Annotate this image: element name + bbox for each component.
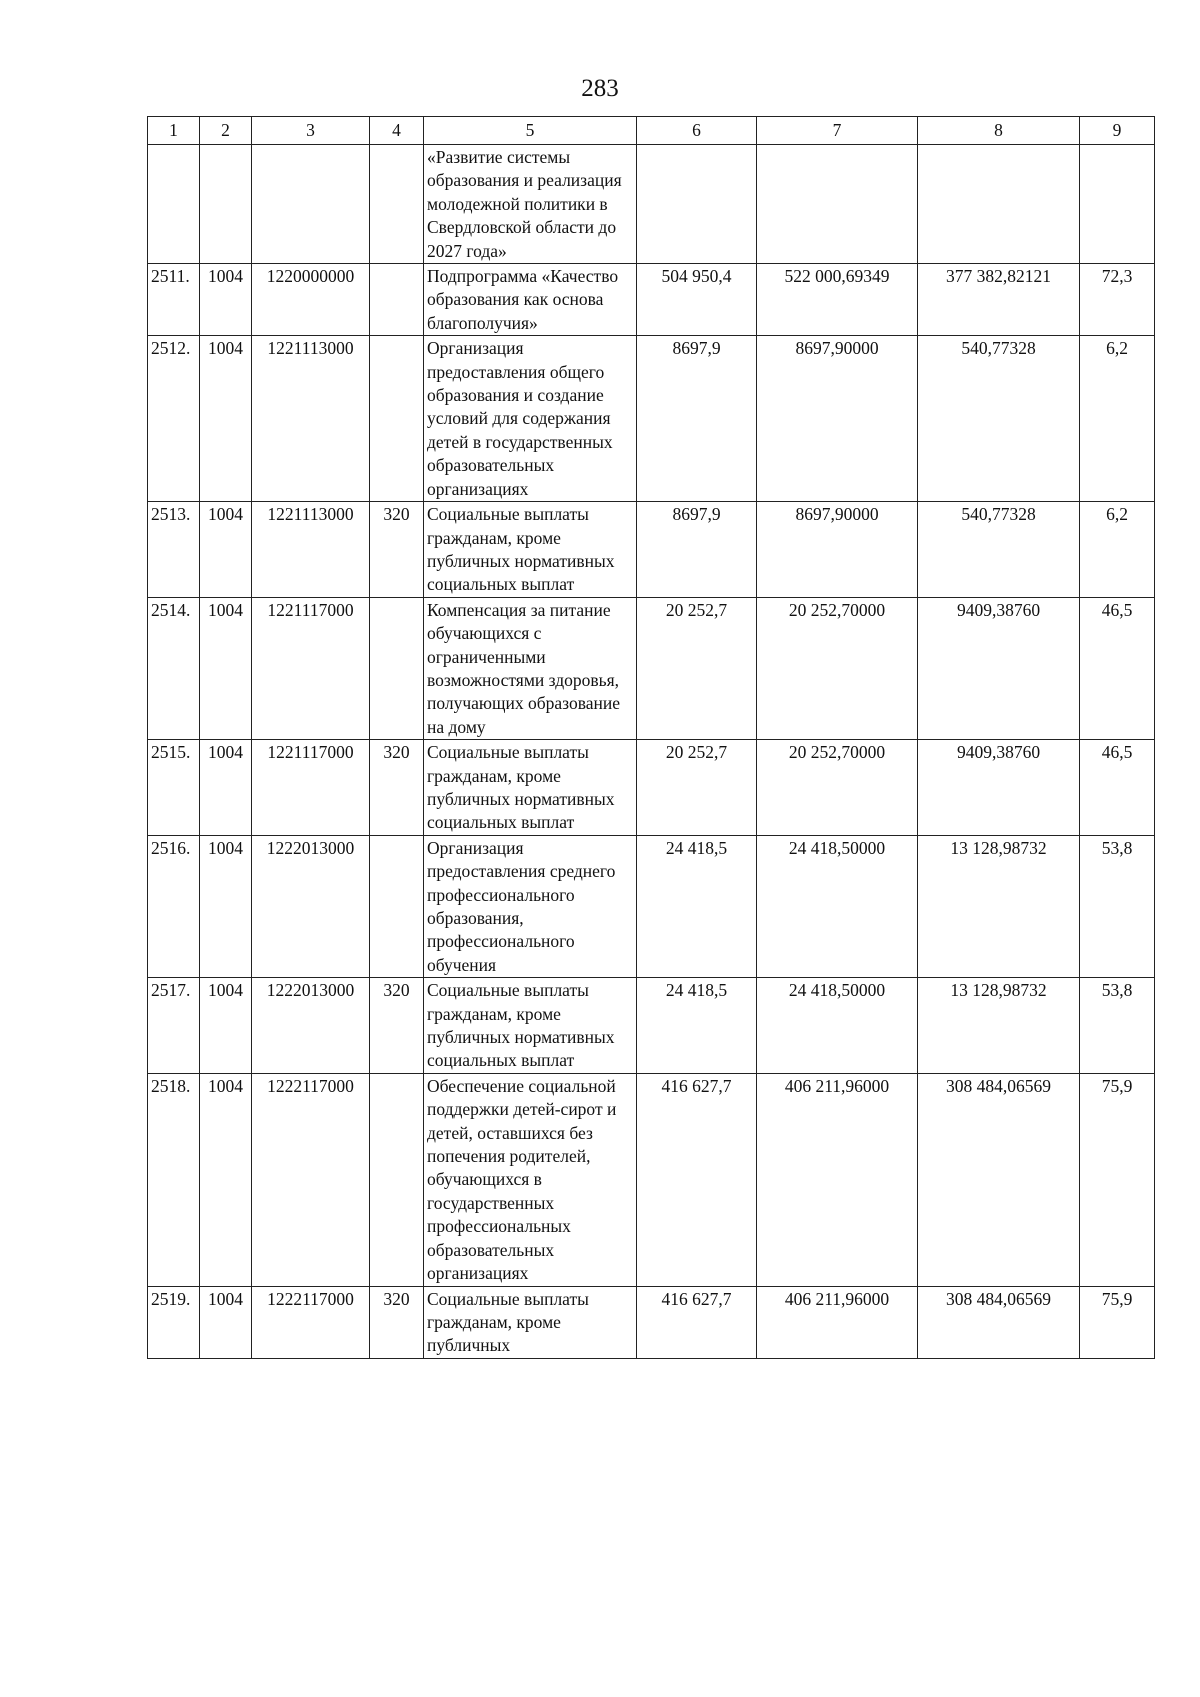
expense-type-code: [370, 597, 424, 739]
section-code: [200, 145, 252, 264]
percent-col-9: 75,9: [1080, 1286, 1155, 1358]
table-row: [148, 502, 1155, 598]
value-col-8: 13 128,98732: [918, 978, 1080, 1074]
value-col-8: [918, 145, 1080, 264]
table-row: [148, 597, 1155, 739]
percent-col-9: 53,8: [1080, 835, 1155, 977]
target-article-code: 1221117000: [252, 597, 370, 739]
target-article-code: 1222013000: [252, 835, 370, 977]
table-row: [148, 145, 1155, 264]
expense-type-code: [370, 835, 424, 977]
value-col-8: 9409,38760: [918, 597, 1080, 739]
row-number: [148, 145, 200, 264]
value-col-8: 9409,38760: [918, 740, 1080, 836]
column-header: 4: [370, 117, 424, 145]
percent-col-9: 53,8: [1080, 978, 1155, 1074]
value-col-6: 8697,9: [637, 502, 757, 598]
target-article-code: [252, 145, 370, 264]
value-col-7: 24 418,50000: [757, 835, 918, 977]
target-article-code: 1222117000: [252, 1073, 370, 1286]
target-article-code: 1222117000: [252, 1286, 370, 1358]
item-name: Обеспечение социальной поддержки детей-сирот и детей, оставшихся без попечения родителей, обучающихся в государственных профессиональных образовательных организациях: [424, 1073, 637, 1286]
row-number: 2511.: [148, 264, 200, 336]
value-col-8: 308 484,06569: [918, 1073, 1080, 1286]
value-col-8: 540,77328: [918, 502, 1080, 598]
value-col-7: 8697,90000: [757, 502, 918, 598]
item-name: Социальные выплаты гражданам, кроме публичных нормативных социальных выплат: [424, 740, 637, 836]
value-col-7: 406 211,96000: [757, 1286, 918, 1358]
target-article-code: 1220000000: [252, 264, 370, 336]
expense-type-code: [370, 264, 424, 336]
expense-type-code: [370, 336, 424, 502]
section-code: 1004: [200, 740, 252, 836]
column-header: 2: [200, 117, 252, 145]
percent-col-9: 6,2: [1080, 502, 1155, 598]
section-code: 1004: [200, 835, 252, 977]
column-header: 1: [148, 117, 200, 145]
row-number: 2515.: [148, 740, 200, 836]
item-name: Социальные выплаты гражданам, кроме публичных нормативных социальных выплат: [424, 978, 637, 1074]
value-col-6: 24 418,5: [637, 835, 757, 977]
table-row: [148, 1073, 1155, 1286]
value-col-8: 377 382,82121: [918, 264, 1080, 336]
table-row: [148, 978, 1155, 1074]
value-col-7: 24 418,50000: [757, 978, 918, 1074]
expense-type-code: 320: [370, 978, 424, 1074]
item-name: Социальные выплаты гражданам, кроме публичных: [424, 1286, 637, 1358]
table-row: [148, 336, 1155, 502]
expense-type-code: [370, 1073, 424, 1286]
value-col-6: 8697,9: [637, 336, 757, 502]
value-col-8: 13 128,98732: [918, 835, 1080, 977]
target-article-code: 1222013000: [252, 978, 370, 1074]
page-number: 283: [581, 75, 619, 102]
row-number: 2512.: [148, 336, 200, 502]
percent-col-9: 72,3: [1080, 264, 1155, 336]
value-col-6: [637, 145, 757, 264]
item-name: «Развитие системы образования и реализация молодежной политики в Свердловской области до 2027 года»: [424, 145, 637, 264]
expense-type-code: [370, 145, 424, 264]
expense-type-code: 320: [370, 1286, 424, 1358]
item-name: Подпрограмма «Качество образования как основа благополучия»: [424, 264, 637, 336]
percent-col-9: 6,2: [1080, 336, 1155, 502]
value-col-7: [757, 145, 918, 264]
row-number: 2516.: [148, 835, 200, 977]
item-name: Организация предоставления среднего профессионального образования, профессионального обучения: [424, 835, 637, 977]
item-name: Социальные выплаты гражданам, кроме публичных нормативных социальных выплат: [424, 502, 637, 598]
row-number: 2519.: [148, 1286, 200, 1358]
column-number-row: [148, 117, 1155, 145]
column-header: 5: [424, 117, 637, 145]
percent-col-9: 75,9: [1080, 1073, 1155, 1286]
section-code: 1004: [200, 336, 252, 502]
column-header: 9: [1080, 117, 1155, 145]
budget-table: [147, 116, 1155, 1359]
table-row: [148, 740, 1155, 836]
target-article-code: 1221113000: [252, 502, 370, 598]
value-col-7: 20 252,70000: [757, 597, 918, 739]
table-row: [148, 1286, 1155, 1358]
section-code: 1004: [200, 502, 252, 598]
table-row: [148, 264, 1155, 336]
percent-col-9: 46,5: [1080, 597, 1155, 739]
column-header: 7: [757, 117, 918, 145]
value-col-6: 504 950,4: [637, 264, 757, 336]
target-article-code: 1221113000: [252, 336, 370, 502]
row-number: 2518.: [148, 1073, 200, 1286]
value-col-7: 522 000,69349: [757, 264, 918, 336]
section-code: 1004: [200, 1286, 252, 1358]
row-number: 2517.: [148, 978, 200, 1074]
value-col-6: 416 627,7: [637, 1073, 757, 1286]
value-col-8: 540,77328: [918, 336, 1080, 502]
section-code: 1004: [200, 264, 252, 336]
value-col-6: 20 252,7: [637, 597, 757, 739]
value-col-7: 20 252,70000: [757, 740, 918, 836]
value-col-6: 20 252,7: [637, 740, 757, 836]
row-number: 2514.: [148, 597, 200, 739]
expense-type-code: 320: [370, 502, 424, 598]
section-code: 1004: [200, 597, 252, 739]
value-col-7: 8697,90000: [757, 336, 918, 502]
value-col-6: 416 627,7: [637, 1286, 757, 1358]
value-col-6: 24 418,5: [637, 978, 757, 1074]
column-header: 3: [252, 117, 370, 145]
item-name: Компенсация за питание обучающихся с ограниченными возможностями здоровья, получающих образование на дому: [424, 597, 637, 739]
percent-col-9: [1080, 145, 1155, 264]
value-col-8: 308 484,06569: [918, 1286, 1080, 1358]
expense-type-code: 320: [370, 740, 424, 836]
row-number: 2513.: [148, 502, 200, 598]
section-code: 1004: [200, 1073, 252, 1286]
table-row: [148, 835, 1155, 977]
column-header: 6: [637, 117, 757, 145]
target-article-code: 1221117000: [252, 740, 370, 836]
item-name: Организация предоставления общего образования и создание условий для содержания детей в государственных образовательных организациях: [424, 336, 637, 502]
column-header: 8: [918, 117, 1080, 145]
value-col-7: 406 211,96000: [757, 1073, 918, 1286]
percent-col-9: 46,5: [1080, 740, 1155, 836]
section-code: 1004: [200, 978, 252, 1074]
